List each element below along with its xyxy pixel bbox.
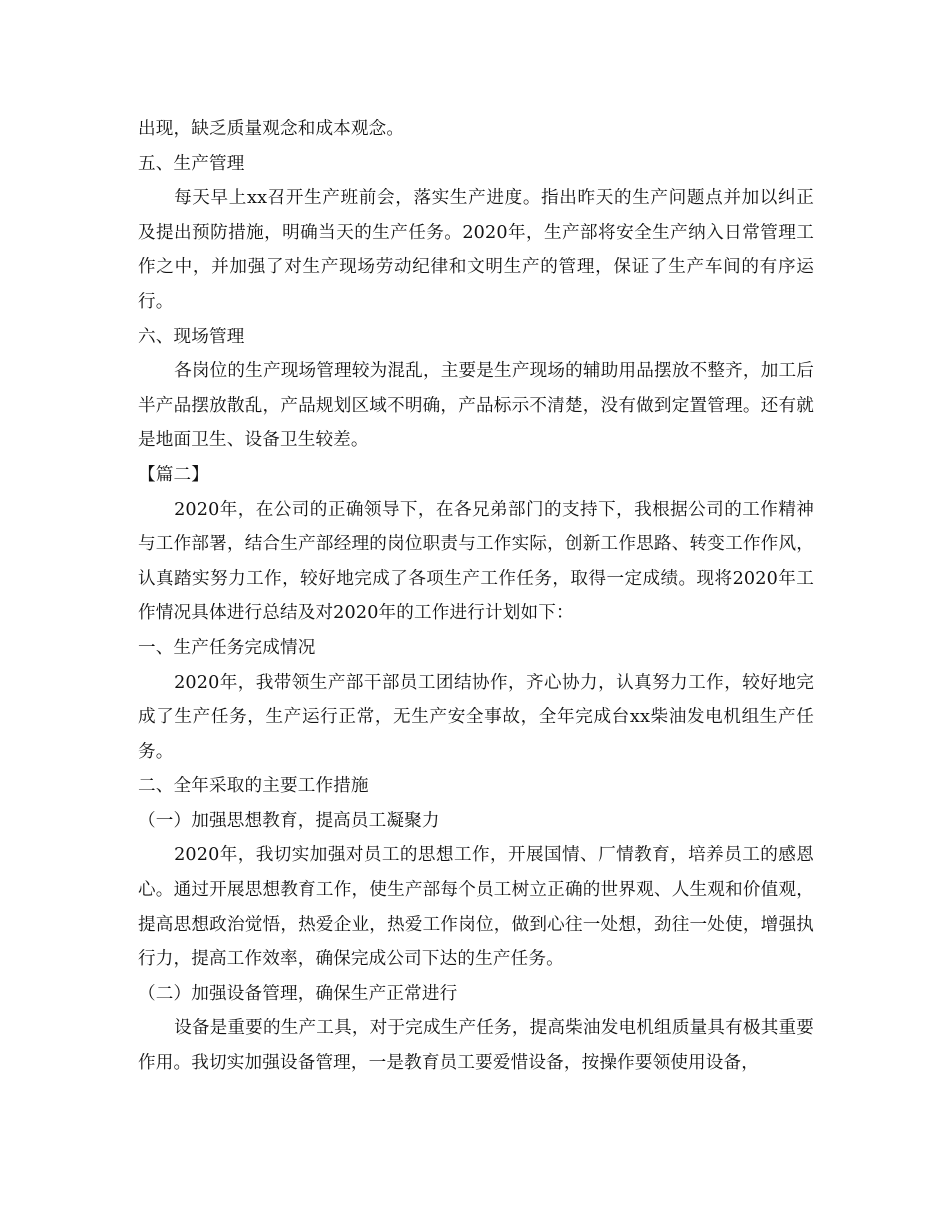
paragraph-site-management: 各岗位的生产现场管理较为混乱，主要是生产现场的辅助用品摆放不整齐，加工后半产品摆放散乱，产品规划区域不明确，产品标示不清楚，没有做到定置管理。还有就是地面卫生、设备卫生较差。 xyxy=(138,361,814,451)
paragraph-continuation: 出现，缺乏质量观念和成本观念。 xyxy=(138,119,405,139)
part-two-heading: 【篇二】 xyxy=(138,464,209,485)
section-heading-production-management: 五、生产管理 xyxy=(138,153,245,174)
section-heading-site-management: 六、现场管理 xyxy=(138,326,245,347)
paragraph-equipment-management: 设备是重要的生产工具，对于完成生产任务，提高柴油发电机组质量具有极其重要作用。我切实加强设备管理，一是教育员工要爱惜设备，按操作要领使用设备， xyxy=(138,1018,814,1074)
subheading-ideological-education: （一）加强思想教育，提高员工凝聚力 xyxy=(138,810,440,831)
paragraph-ideological-education: 2020年，我切实加强对员工的思想工作，开展国情、厂情教育，培养员工的感恩心。通过开展思想教育工作，使生产部每个员工树立正确的世界观、人生观和价值观，提高思想政治觉悟，热爱企业，热爱工作岗位，做到心往一处想，劲往一处使，增强执行力，提高工作效率，确保完成公司下达的生产任务。 xyxy=(138,845,814,970)
subheading-equipment-management: （二）加强设备管理，确保生产正常进行 xyxy=(138,983,458,1004)
paragraph-task-completion: 2020年，我带领生产部干部员工团结协作，齐心协力，认真努力工作，较好地完成了生产任务，生产运行正常，无生产安全事故，全年完成台xx柴油发电机组生产任务。 xyxy=(138,672,814,762)
paragraph-part-two-intro: 2020年，在公司的正确领导下，在各兄弟部门的支持下，我根据公司的工作精神与工作部署，结合生产部经理的岗位职责与工作实际，创新工作思路、转变工作作风，认真踏实努力工作，较好地完成了各项生产工作任务，取得一定成绩。现将2020年工作情况具体进行总结及对2020年的工作进行计划如下： xyxy=(138,499,814,624)
paragraph-production-management: 每天早上xx召开生产班前会，落实生产进度。指出昨天的生产问题点并加以纠正及提出预防措施，明确当天的生产任务。2020年，生产部将安全生产纳入日常管理工作之中，并加强了对生产现场劳动纪律和文明生产的管理，保证了生产车间的有序运行。 xyxy=(138,188,814,312)
section-heading-main-measures: 二、全年采取的主要工作措施 xyxy=(138,776,369,797)
section-heading-task-completion: 一、生产任务完成情况 xyxy=(138,637,316,658)
document-body xyxy=(138,112,814,1081)
